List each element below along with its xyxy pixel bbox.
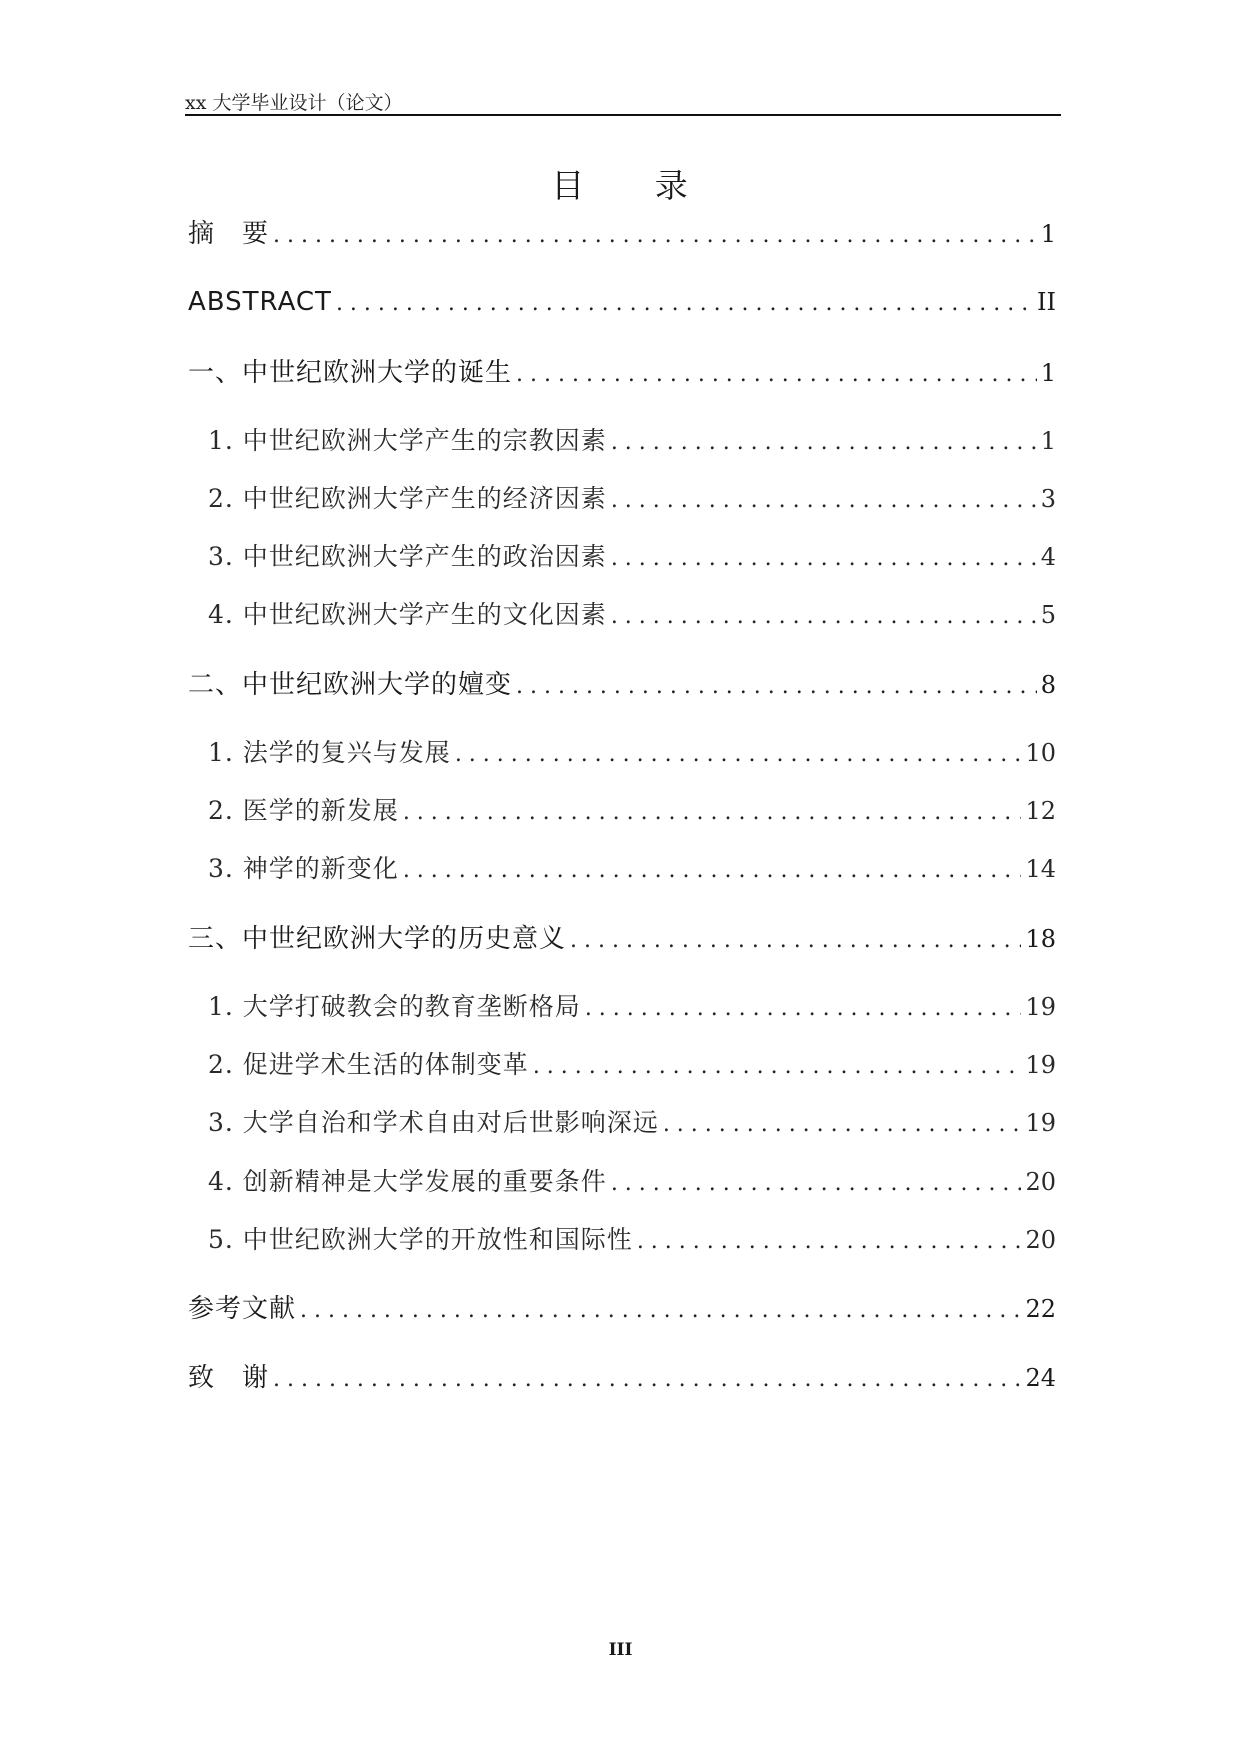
toc-entry-page: 1	[1040, 359, 1056, 387]
toc-entry-page: 18	[1025, 925, 1056, 953]
toc-entry-label: 4. 中世纪欧洲大学产生的文化因素	[208, 600, 607, 629]
dot-leader	[516, 359, 1037, 391]
dot-leader	[637, 1226, 1022, 1258]
dot-leader	[273, 220, 1037, 252]
dot-leader	[455, 739, 1022, 771]
toc-entry-abstract-en[interactable]	[188, 286, 1056, 320]
dot-leader	[273, 1364, 1021, 1396]
dot-leader	[585, 993, 1022, 1025]
dot-leader	[611, 1168, 1022, 1200]
running-header: xx 大学毕业设计（论文）	[185, 92, 403, 114]
toc-title-char-2: 录	[654, 166, 690, 205]
dot-leader	[611, 427, 1037, 459]
toc-entry-section-3-1[interactable]	[208, 991, 1056, 1025]
dot-leader	[336, 288, 1033, 320]
toc-entry-label: 摘 要	[188, 219, 270, 249]
toc-entry-label: 2. 中世纪欧洲大学产生的经济因素	[208, 484, 607, 513]
toc-entry-label: 一、中世纪欧洲大学的诞生	[188, 358, 513, 388]
toc-entry-label: 2. 医学的新发展	[208, 796, 399, 825]
toc-entry-label: 3. 中世纪欧洲大学产生的政治因素	[208, 542, 607, 571]
toc-entry-page: 20	[1025, 1226, 1056, 1254]
toc-entry-label: 1. 法学的复兴与发展	[208, 738, 451, 767]
toc-entry-abstract-cn[interactable]	[188, 218, 1056, 252]
dot-leader	[611, 601, 1037, 633]
toc-entry-label: 4. 创新精神是大学发展的重要条件	[208, 1167, 607, 1196]
toc-entry-label: 2. 促进学术生活的体制变革	[208, 1050, 529, 1079]
toc-entry-section-3-2[interactable]	[208, 1049, 1056, 1083]
toc-entry-page: 3	[1040, 485, 1056, 513]
toc-entry-page: 19	[1025, 993, 1056, 1021]
dot-leader	[403, 855, 1022, 887]
toc-entry-page: 19	[1025, 1051, 1056, 1079]
page-number: III	[608, 1640, 633, 1660]
toc-entry-section-2-2[interactable]	[208, 795, 1056, 829]
dot-leader	[570, 925, 1021, 957]
dot-leader	[300, 1295, 1021, 1327]
toc-entry-page: 24	[1025, 1364, 1056, 1392]
toc-entry-page: 1	[1040, 427, 1056, 455]
toc-entry-page: II	[1037, 288, 1056, 316]
toc-entry-label: ABSTRACT	[188, 287, 332, 317]
toc-entry-section-3-3[interactable]	[208, 1107, 1056, 1141]
dot-leader	[663, 1109, 1022, 1141]
dot-leader	[516, 671, 1037, 703]
toc-entry-section-2-3[interactable]	[208, 853, 1056, 887]
toc-entry-section-3-5[interactable]	[208, 1224, 1056, 1258]
toc-entry-page: 8	[1040, 671, 1056, 699]
toc-entry-chapter-3[interactable]	[188, 923, 1056, 957]
toc-entry-chapter-2[interactable]	[188, 669, 1056, 703]
toc-entry-chapter-1[interactable]	[188, 357, 1056, 391]
toc-entry-page: 10	[1025, 739, 1056, 767]
toc-entry-section-1-2[interactable]	[208, 483, 1056, 517]
toc-entry-label: 3. 神学的新变化	[208, 854, 399, 883]
toc-entry-section-1-3[interactable]	[208, 541, 1056, 575]
dot-leader	[611, 485, 1037, 517]
toc-entry-label: 3. 大学自治和学术自由对后世影响深远	[208, 1108, 659, 1137]
toc-entry-page: 12	[1025, 797, 1056, 825]
toc-entry-label: 二、中世纪欧洲大学的嬗变	[188, 670, 513, 700]
toc-entry-page: 14	[1025, 855, 1056, 883]
toc-entry-label: 1. 中世纪欧洲大学产生的宗教因素	[208, 426, 607, 455]
toc-entry-page: 22	[1025, 1295, 1056, 1323]
toc-entry-page: 19	[1025, 1109, 1056, 1137]
toc-entry-page: 5	[1040, 601, 1056, 629]
toc-title-char-1: 目	[551, 166, 587, 205]
toc-entry-section-1-1[interactable]	[208, 425, 1056, 459]
toc-entry-label: 三、中世纪欧洲大学的历史意义	[188, 924, 567, 954]
toc-entry-references[interactable]	[188, 1293, 1056, 1327]
toc-entry-acknowledgements[interactable]	[188, 1362, 1056, 1396]
dot-leader	[403, 797, 1022, 829]
toc-entry-page: 20	[1025, 1168, 1056, 1196]
toc-entry-label: 5. 中世纪欧洲大学的开放性和国际性	[208, 1225, 633, 1254]
toc-entry-label: 参考文献	[188, 1294, 297, 1324]
toc-entry-label: 致 谢	[188, 1363, 270, 1393]
toc-entry-section-1-4[interactable]	[208, 599, 1056, 633]
toc-entry-section-3-4[interactable]	[208, 1166, 1056, 1200]
toc-entry-page: 1	[1040, 220, 1056, 248]
toc-entry-section-2-1[interactable]	[208, 737, 1056, 771]
dot-leader	[611, 543, 1037, 575]
toc-entry-page: 4	[1040, 543, 1056, 571]
dot-leader	[533, 1051, 1022, 1083]
toc-entry-label: 1. 大学打破教会的教育垄断格局	[208, 992, 581, 1021]
